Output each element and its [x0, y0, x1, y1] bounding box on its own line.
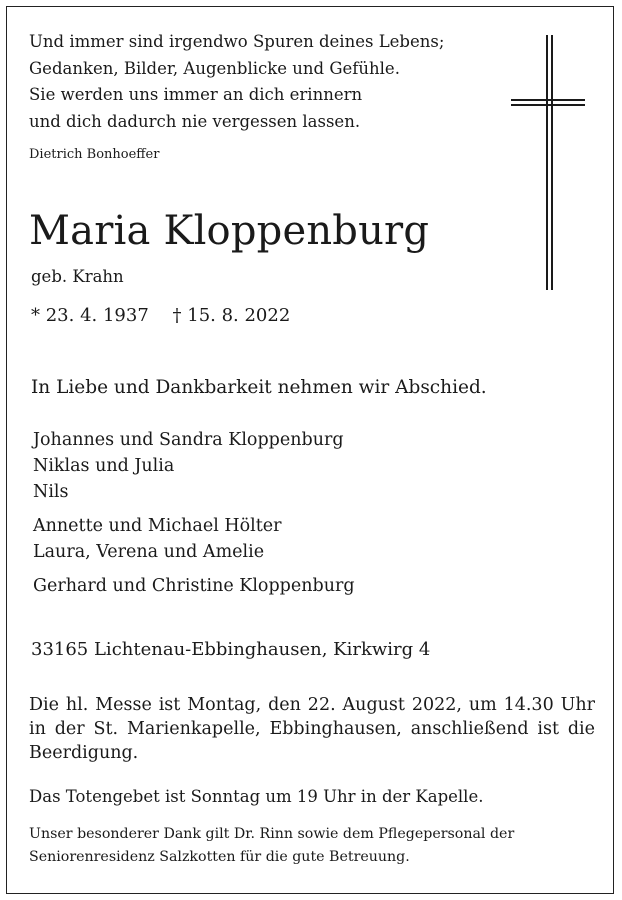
mourner-line: Annette und Michael Hölter	[33, 516, 282, 536]
mourner-line: Nils	[33, 482, 69, 502]
mass-info: Die hl. Messe ist Montag, den 22. August 2022, um 14.30 Uhr in der St. Marienkapelle, Ebbinghausen, anschließend ist die Beerdigung.	[29, 695, 595, 763]
cross-icon	[511, 35, 585, 290]
deceased-name: Maria Kloppenburg	[29, 208, 430, 254]
poem	[29, 29, 444, 135]
obituary-notice	[6, 6, 614, 894]
address: 33165 Lichtenau-Ebbinghausen, Kirkwirg 4	[31, 639, 431, 660]
mourner-group	[33, 573, 355, 599]
mourner-line: Gerhard und Christine Kloppenburg	[33, 576, 355, 596]
mourner-line: Johannes und Sandra Kloppenburg	[33, 430, 344, 450]
poem-line: und dich dadurch nie vergessen lassen.	[29, 111, 361, 131]
mourner-group	[33, 427, 355, 505]
prayer-info: Das Totengebet ist Sonntag um 19 Uhr in der Kapelle.	[29, 787, 484, 806]
farewell-text: In Liebe und Dankbarkeit nehmen wir Abschied.	[31, 377, 487, 398]
mourners-list	[33, 427, 355, 607]
mourner-line: Niklas und Julia	[33, 456, 175, 476]
thanks-note: Unser besonderer Dank gilt Dr. Rinn sowie dem Pflegepersonal der Seniorenresidenz Salzkotten für die gute Betreuung.	[29, 826, 515, 865]
poem-line: Sie werden uns immer an dich erinnern	[29, 85, 363, 104]
poem-line: Gedanken, Bilder, Augenblicke und Gefühle.	[29, 58, 400, 78]
mourner-line: Laura, Verena und Amelie	[33, 542, 265, 562]
poem-author: Dietrich Bonhoeffer	[29, 147, 160, 162]
death-date: † 15. 8. 2022	[172, 305, 291, 326]
life-dates	[31, 305, 290, 326]
maiden-name: geb. Krahn	[31, 267, 124, 286]
mourner-group	[33, 513, 355, 565]
poem-line: Und immer sind irgendwo Spuren deines Lebens;	[29, 32, 445, 51]
birth-date: * 23. 4. 1937	[31, 305, 149, 326]
